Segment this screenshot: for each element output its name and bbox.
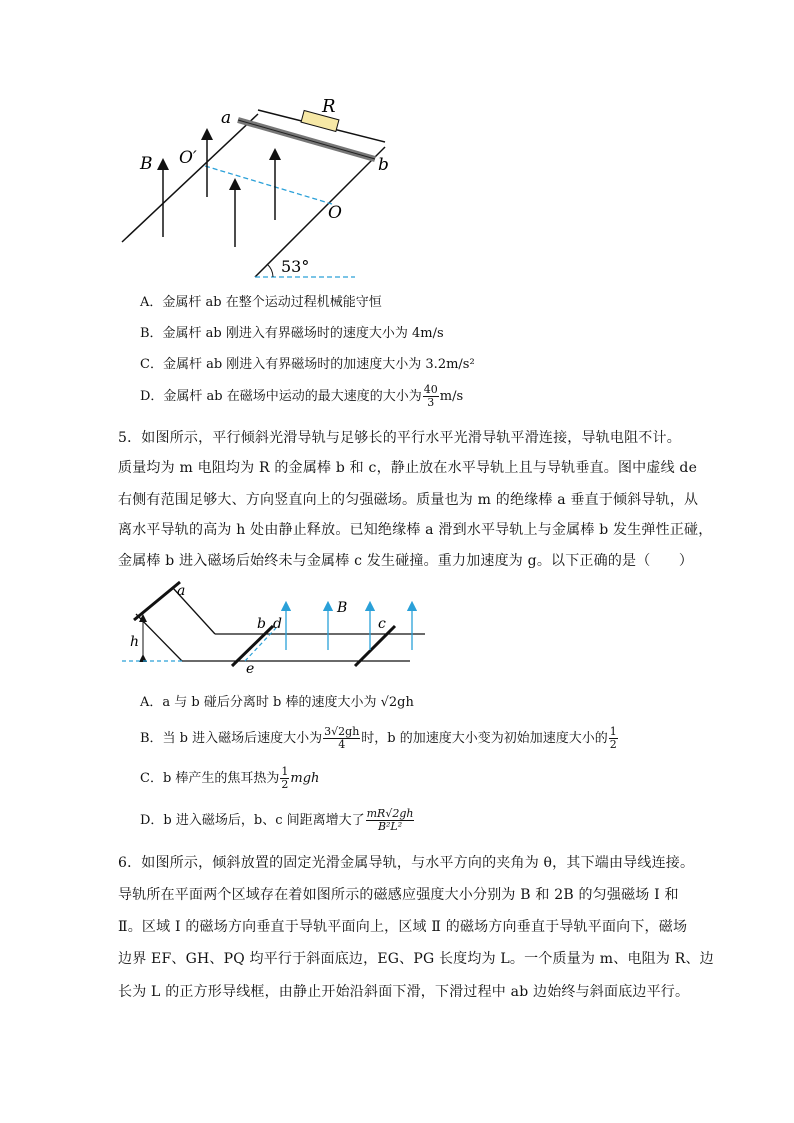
fraction-40-3 [423,384,439,409]
fig2-label-d: d [273,616,282,632]
fraction-c [280,766,289,791]
fig2-label-a: a [177,583,186,599]
fig1-label-B: B [140,154,153,174]
q5-line-4: 离水平导轨的高为 h 处由静止释放。已知绝缘棒 a 滑到水平导轨上与金属棒 b 发生弹性正碰， [118,522,713,538]
q5-line-5: 金属棒 b 进入磁场后始终未与金属棒 c 发生碰撞。重力加速度为 g。以下正确的是（ ） [118,553,694,569]
q4-option-d-suffix: m/s [439,389,464,404]
frac-num: 1 [609,725,617,738]
figure-inclined-rails [110,92,389,282]
q5-option-b-mid: 时，b 的加速度大小变为初始加速度大小的 [361,731,608,746]
q6-line-4: 边界 EF、GH、PQ 均平行于斜面底边，EG、PG 长度均为 L。一个质量为 m、电阻为 R、边 [118,951,714,967]
q4-option-a: A．金属杆 ab 在整个运动过程机械能守恒 [140,295,382,310]
fraction-b1 [323,726,360,751]
fraction-b2 [609,726,618,751]
q4-option-d [140,384,463,409]
q5-option-c [140,766,319,791]
q5-line-1: 5．如图所示，平行倾斜光滑导轨与足够长的平行水平光滑导轨平滑连接，导轨电阻不计。 [118,430,681,446]
fig1-label-angle: 53° [281,257,310,276]
boundary-OO [205,166,332,204]
rod-a [134,582,180,620]
q5-option-c-suffix: mgh [290,771,320,786]
q6-line-3: Ⅱ。区域 Ⅰ 的磁场方向垂直于导轨平面向上，区域 Ⅱ 的磁场方向垂直于导轨平面向下，磁场 [118,919,688,935]
boundary-de [245,628,276,661]
frac-den: 2 [609,738,617,751]
q5-option-c-prefix: C．b 棒产生的焦耳热为 [140,771,280,786]
fig2-label-b: b [257,616,266,632]
q5-line-2: 质量均为 m 电阻均为 R 的金属棒 b 和 c，静止放在水平导轨上且与导轨垂直。图中虚线 de [118,460,698,476]
fig1-label-R: R [322,96,336,117]
frac-num: mR√2gh [366,807,414,820]
frac-den: 2 [281,778,289,791]
q6-line-5: 长为 L 的正方形导线框，由静止开始沿斜面下滑，下滑过程中 ab 边始终与斜面底边平行。 [118,984,690,1000]
fig1-label-O: O [328,203,342,223]
fig2-label-B: B [337,600,348,616]
q5-option-d [140,808,415,833]
figure-parallel-rails [118,578,428,678]
rod-b [232,626,273,666]
fig2-label-c: c [378,616,386,632]
q5-option-b-prefix: B．当 b 进入磁场后速度大小为 [140,731,323,746]
fig2-label-e: e [246,661,255,677]
frac-num: 3√2gh [324,725,360,738]
frac-num: 1 [281,765,289,778]
q6-line-2: 导轨所在平面两个区域存在着如图所示的磁感应强度大小分别为 B 和 2B 的匀强磁场 Ⅰ 和 [118,887,679,903]
fig1-label-b: b [378,155,389,175]
fig2-label-h: h [130,634,140,650]
q5-option-d-prefix: D．b 进入磁场后，b、c 间距离增大了 [140,813,365,828]
q6-line-1: 6．如图所示，倾斜放置的固定光滑金属导轨，与水平方向的夹角为 θ，其下端由导线连接。 [118,855,695,871]
fig1-label-a: a [221,108,232,128]
frac-num: 40 [423,383,438,396]
q5-option-a: A．a 与 b 碰后分离时 b 棒的速度大小为 √2gh [140,695,414,710]
rod-c [355,626,395,666]
rail-left [122,114,258,242]
q4-option-c: C．金属杆 ab 刚进入有界磁场时的加速度大小为 3.2m/s² [140,357,475,372]
q5-option-b [140,726,619,751]
q4-option-d-prefix: D．金属杆 ab 在磁场中运动的最大速度的大小为 [140,389,422,404]
q5-line-3: 右侧有范围足够大、方向竖直向上的匀强磁场。质量也为 m 的绝缘棒 a 垂直于倾斜导轨，从 [118,492,699,508]
fig1-label-O1: O′ [179,148,197,168]
frac-den: 3 [427,396,435,409]
frac-den: 4 [338,738,346,751]
q4-option-b: B．金属杆 ab 刚进入有界磁场时的速度大小为 4m/s [140,326,444,341]
frac-den: B²L² [377,820,403,833]
fraction-d [366,808,415,833]
